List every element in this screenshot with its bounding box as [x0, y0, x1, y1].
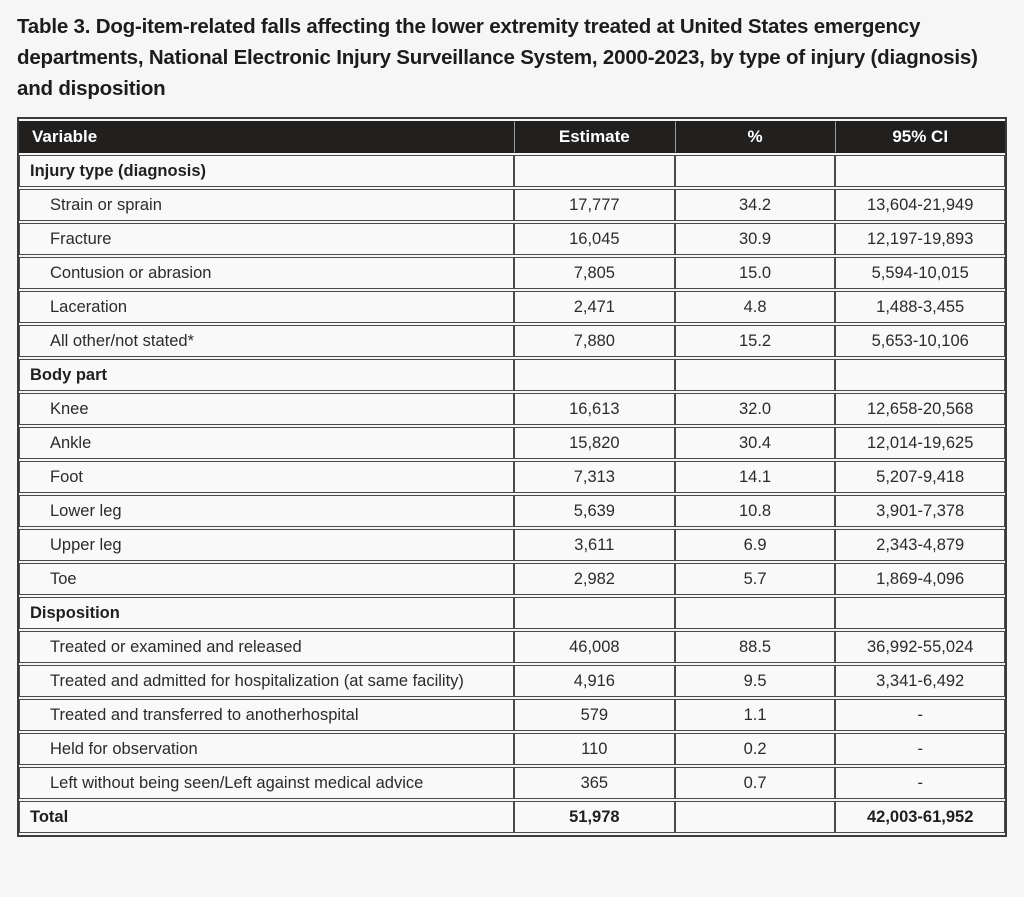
cell-percent: 32.0: [675, 393, 836, 425]
cell-estimate: 46,008: [514, 631, 675, 663]
cell-percent: 88.5: [675, 631, 836, 663]
table-row: [19, 631, 1005, 663]
cell-estimate: [514, 597, 675, 629]
cell-percent: 4.8: [675, 291, 836, 323]
cell-ci: 12,197-19,893: [835, 223, 1005, 255]
cell-ci: 36,992-55,024: [835, 631, 1005, 663]
row-label: Lower leg: [19, 495, 514, 527]
row-label: Treated and admitted for hospitalization (at same facility): [19, 665, 514, 697]
cell-estimate: 16,045: [514, 223, 675, 255]
cell-percent: 1.1: [675, 699, 836, 731]
table-header-row: [19, 121, 1005, 153]
cell-estimate: 2,982: [514, 563, 675, 595]
cell-ci: 2,343-4,879: [835, 529, 1005, 561]
table-row: [19, 767, 1005, 799]
cell-percent: 34.2: [675, 189, 836, 221]
cell-ci: 1,869-4,096: [835, 563, 1005, 595]
table-row: [19, 427, 1005, 459]
cell-ci: 1,488-3,455: [835, 291, 1005, 323]
column-header-percent: %: [675, 121, 836, 153]
section-label: Injury type (diagnosis): [19, 155, 514, 187]
row-label: All other/not stated*: [19, 325, 514, 357]
cell-percent: [675, 597, 836, 629]
cell-percent: 30.9: [675, 223, 836, 255]
row-label: Strain or sprain: [19, 189, 514, 221]
cell-ci: 3,341-6,492: [835, 665, 1005, 697]
total-label: Total: [19, 801, 514, 833]
total-percent: [675, 801, 836, 833]
table-row: [19, 563, 1005, 595]
table-row: [19, 223, 1005, 255]
section-label: Disposition: [19, 597, 514, 629]
cell-ci: 5,653-10,106: [835, 325, 1005, 357]
cell-percent: 14.1: [675, 461, 836, 493]
cell-estimate: 15,820: [514, 427, 675, 459]
table-row: [19, 699, 1005, 731]
table-row: [19, 393, 1005, 425]
section-row-body-part: [19, 359, 1005, 391]
row-label: Left without being seen/Left against medical advice: [19, 767, 514, 799]
cell-estimate: 110: [514, 733, 675, 765]
cell-estimate: 7,313: [514, 461, 675, 493]
row-label: Upper leg: [19, 529, 514, 561]
table-row: [19, 733, 1005, 765]
cell-estimate: 579: [514, 699, 675, 731]
cell-percent: 5.7: [675, 563, 836, 595]
cell-ci: [835, 359, 1005, 391]
table-row: [19, 257, 1005, 289]
cell-ci: 3,901-7,378: [835, 495, 1005, 527]
cell-percent: 6.9: [675, 529, 836, 561]
cell-estimate: 16,613: [514, 393, 675, 425]
table-row: [19, 461, 1005, 493]
data-table: [19, 119, 1005, 835]
cell-estimate: 365: [514, 767, 675, 799]
table-row: [19, 189, 1005, 221]
total-row: [19, 801, 1005, 833]
row-label: Laceration: [19, 291, 514, 323]
row-label: Treated and transferred to anotherhospital: [19, 699, 514, 731]
cell-ci: [835, 155, 1005, 187]
data-table-container: [17, 117, 1007, 837]
cell-estimate: 17,777: [514, 189, 675, 221]
cell-estimate: 2,471: [514, 291, 675, 323]
column-header-variable: Variable: [19, 121, 514, 153]
cell-estimate: 4,916: [514, 665, 675, 697]
total-estimate: 51,978: [514, 801, 675, 833]
table-row: [19, 325, 1005, 357]
cell-estimate: 7,880: [514, 325, 675, 357]
section-row-injury-type: [19, 155, 1005, 187]
cell-percent: [675, 359, 836, 391]
section-row-disposition: [19, 597, 1005, 629]
row-label: Held for observation: [19, 733, 514, 765]
row-label: Toe: [19, 563, 514, 595]
section-label: Body part: [19, 359, 514, 391]
cell-percent: 15.2: [675, 325, 836, 357]
row-label: Contusion or abrasion: [19, 257, 514, 289]
cell-percent: 15.0: [675, 257, 836, 289]
column-header-estimate: Estimate: [514, 121, 675, 153]
cell-ci: 5,207-9,418: [835, 461, 1005, 493]
cell-ci: 13,604-21,949: [835, 189, 1005, 221]
cell-ci: 12,658-20,568: [835, 393, 1005, 425]
cell-ci: -: [835, 767, 1005, 799]
row-label: Knee: [19, 393, 514, 425]
row-label: Fracture: [19, 223, 514, 255]
cell-estimate: 5,639: [514, 495, 675, 527]
cell-estimate: [514, 155, 675, 187]
cell-ci: [835, 597, 1005, 629]
table-row: [19, 291, 1005, 323]
cell-percent: 9.5: [675, 665, 836, 697]
cell-estimate: [514, 359, 675, 391]
cell-percent: 0.7: [675, 767, 836, 799]
cell-percent: [675, 155, 836, 187]
row-label: Foot: [19, 461, 514, 493]
total-ci: 42,003-61,952: [835, 801, 1005, 833]
cell-percent: 30.4: [675, 427, 836, 459]
cell-ci: -: [835, 733, 1005, 765]
cell-ci: 5,594-10,015: [835, 257, 1005, 289]
table-row: [19, 529, 1005, 561]
table-caption: Table 3. Dog-item-related falls affecting the lower extremity treated at United States emergency departments, National Electronic Injury Surveillance System, 2000-2023, by type of injury (diagnosis) and disposition: [17, 15, 978, 100]
cell-percent: 10.8: [675, 495, 836, 527]
cell-estimate: 7,805: [514, 257, 675, 289]
row-label: Treated or examined and released: [19, 631, 514, 663]
table-row: [19, 495, 1005, 527]
cell-ci: -: [835, 699, 1005, 731]
cell-ci: 12,014-19,625: [835, 427, 1005, 459]
column-header-ci: 95% CI: [835, 121, 1005, 153]
row-label: Ankle: [19, 427, 514, 459]
cell-estimate: 3,611: [514, 529, 675, 561]
cell-percent: 0.2: [675, 733, 836, 765]
table-row: [19, 665, 1005, 697]
